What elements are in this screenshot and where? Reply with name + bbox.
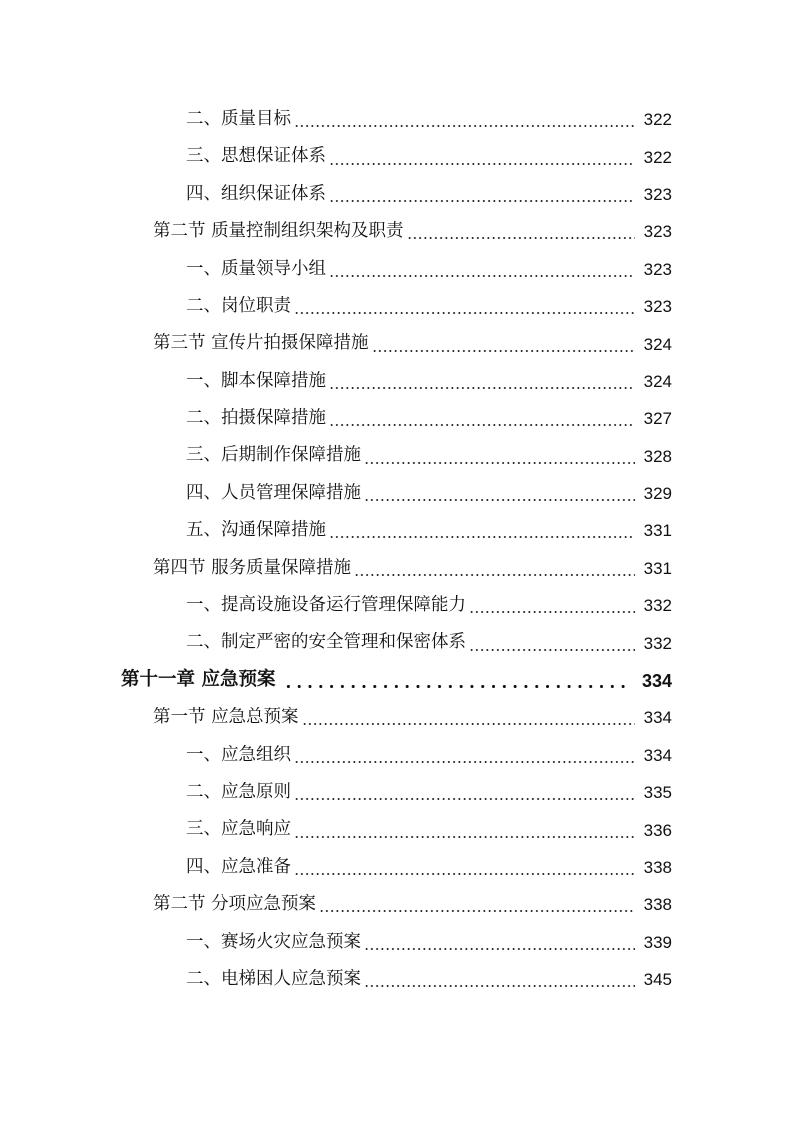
toc-page-number: 328 [643,446,672,466]
toc-page-number: 345 [643,970,672,990]
toc-subsection-entry[interactable] [0,849,793,886]
toc-subsection-entry[interactable] [0,512,793,549]
toc-dot-leader [469,649,635,651]
toc-dot-leader [364,462,635,464]
toc-dot-leader [294,125,635,127]
toc-subsection-entry[interactable] [0,961,793,998]
toc-entry-title: 三、后期制作保障措施 [186,445,361,466]
toc-entry-title: 二、质量目标 [186,108,291,129]
toc-page-number: 323 [643,184,672,204]
toc-dot-leader [283,685,630,688]
toc-subsection-entry[interactable] [0,811,793,848]
toc-page-number: 322 [643,110,672,130]
toc-entry-title: 五、沟通保障措施 [186,520,326,541]
toc-entry-title: 二、电梯困人应急预案 [186,968,361,989]
toc-dot-leader [302,723,635,725]
toc-subsection-entry[interactable] [0,363,793,400]
toc-section-entry[interactable] [0,325,793,362]
toc-page-number: 334 [643,745,672,765]
toc-entry-title: 四、人员管理保障措施 [186,482,361,503]
toc-entry-title: 二、制定严密的安全管理和保密体系 [186,632,466,653]
toc-dot-leader [294,836,635,838]
toc-entry-title: 一、提高设施设备运行管理保障能力 [186,595,466,616]
toc-subsection-entry[interactable] [0,475,793,512]
toc-page-number: 335 [643,783,672,803]
toc-dot-leader [372,350,635,352]
toc-entry-title: 一、脚本保障措施 [186,370,326,391]
toc-dot-leader [294,312,635,314]
toc-subsection-entry[interactable] [0,251,793,288]
toc-section-entry[interactable] [0,213,793,250]
toc-page-number: 338 [643,895,672,915]
toc-entry-title: 第四节 服务质量保障措施 [153,557,352,578]
toc-subsection-entry[interactable] [0,774,793,811]
toc-section-entry[interactable] [0,550,793,587]
toc-subsection-entry[interactable] [0,101,793,138]
toc-entry-title: 第二节 质量控制组织架构及职责 [153,221,404,242]
toc-section-entry[interactable] [0,699,793,736]
toc-entry-title: 四、应急准备 [186,856,291,877]
toc-entry-title: 第三节 宣传片拍摄保障措施 [153,333,369,354]
toc-page-number: 332 [643,596,672,616]
toc-dot-leader [329,163,635,165]
toc-page-number: 323 [643,259,672,279]
toc-dot-leader [364,948,635,950]
toc-dot-leader [329,275,635,277]
toc-entry-title: 第二节 分项应急预案 [153,894,317,915]
toc-entry-title: 二、应急原则 [186,781,291,802]
toc-subsection-entry[interactable] [0,737,793,774]
toc-subsection-entry[interactable] [0,438,793,475]
toc-entry-title: 一、赛场火灾应急预案 [186,931,361,952]
toc-page-number: 331 [643,521,672,541]
toc-page-number: 334 [641,670,672,691]
toc-entry-title: 四、组织保证体系 [186,183,326,204]
toc-dot-leader [294,798,635,800]
toc-page-number: 322 [643,147,672,167]
toc-entry-title: 一、质量领导小组 [186,258,326,279]
toc-page-number: 329 [643,484,672,504]
toc-entry-title: 第一节 应急总预案 [153,707,299,728]
toc-dot-leader [364,985,635,987]
toc-subsection-entry[interactable] [0,624,793,661]
toc-dot-leader [354,574,635,576]
toc-chapter-entry[interactable] [0,662,793,699]
toc-dot-leader [319,910,635,912]
toc-subsection-entry[interactable] [0,176,793,213]
toc-subsection-entry[interactable] [0,138,793,175]
toc-dot-leader [329,424,635,426]
toc-page-number: 331 [643,558,672,578]
toc-dot-leader [329,387,635,389]
toc-dot-leader [469,611,635,613]
toc-dot-leader [329,200,635,202]
toc-subsection-entry[interactable] [0,400,793,437]
toc-entry-title: 三、思想保证体系 [186,146,326,167]
toc-page-number: 339 [643,932,672,952]
toc-section-entry[interactable] [0,886,793,923]
toc-page-number: 324 [643,371,672,391]
toc-page-number: 332 [643,633,672,653]
toc-dot-leader [407,237,635,239]
toc-dot-leader [364,499,635,501]
toc-entry-title: 二、拍摄保障措施 [186,408,326,429]
toc-page-number: 323 [643,297,672,317]
toc-subsection-entry[interactable] [0,924,793,961]
toc-subsection-entry[interactable] [0,587,793,624]
table-of-contents [0,101,793,998]
toc-entry-title: 一、应急组织 [186,744,291,765]
toc-page-number: 336 [643,820,672,840]
toc-page-number: 334 [643,708,672,728]
toc-page-number: 338 [643,858,672,877]
toc-page-number: 323 [643,222,672,242]
toc-subsection-entry[interactable] [0,288,793,325]
toc-entry-title: 二、岗位职责 [186,295,291,316]
toc-entry-title: 三、应急响应 [186,819,291,840]
toc-page-number: 327 [643,409,672,429]
toc-dot-leader [294,761,635,763]
toc-page-number: 324 [643,334,672,354]
toc-dot-leader [329,536,635,538]
toc-entry-title: 第十一章 应急预案 [121,669,276,691]
toc-dot-leader [294,873,635,875]
